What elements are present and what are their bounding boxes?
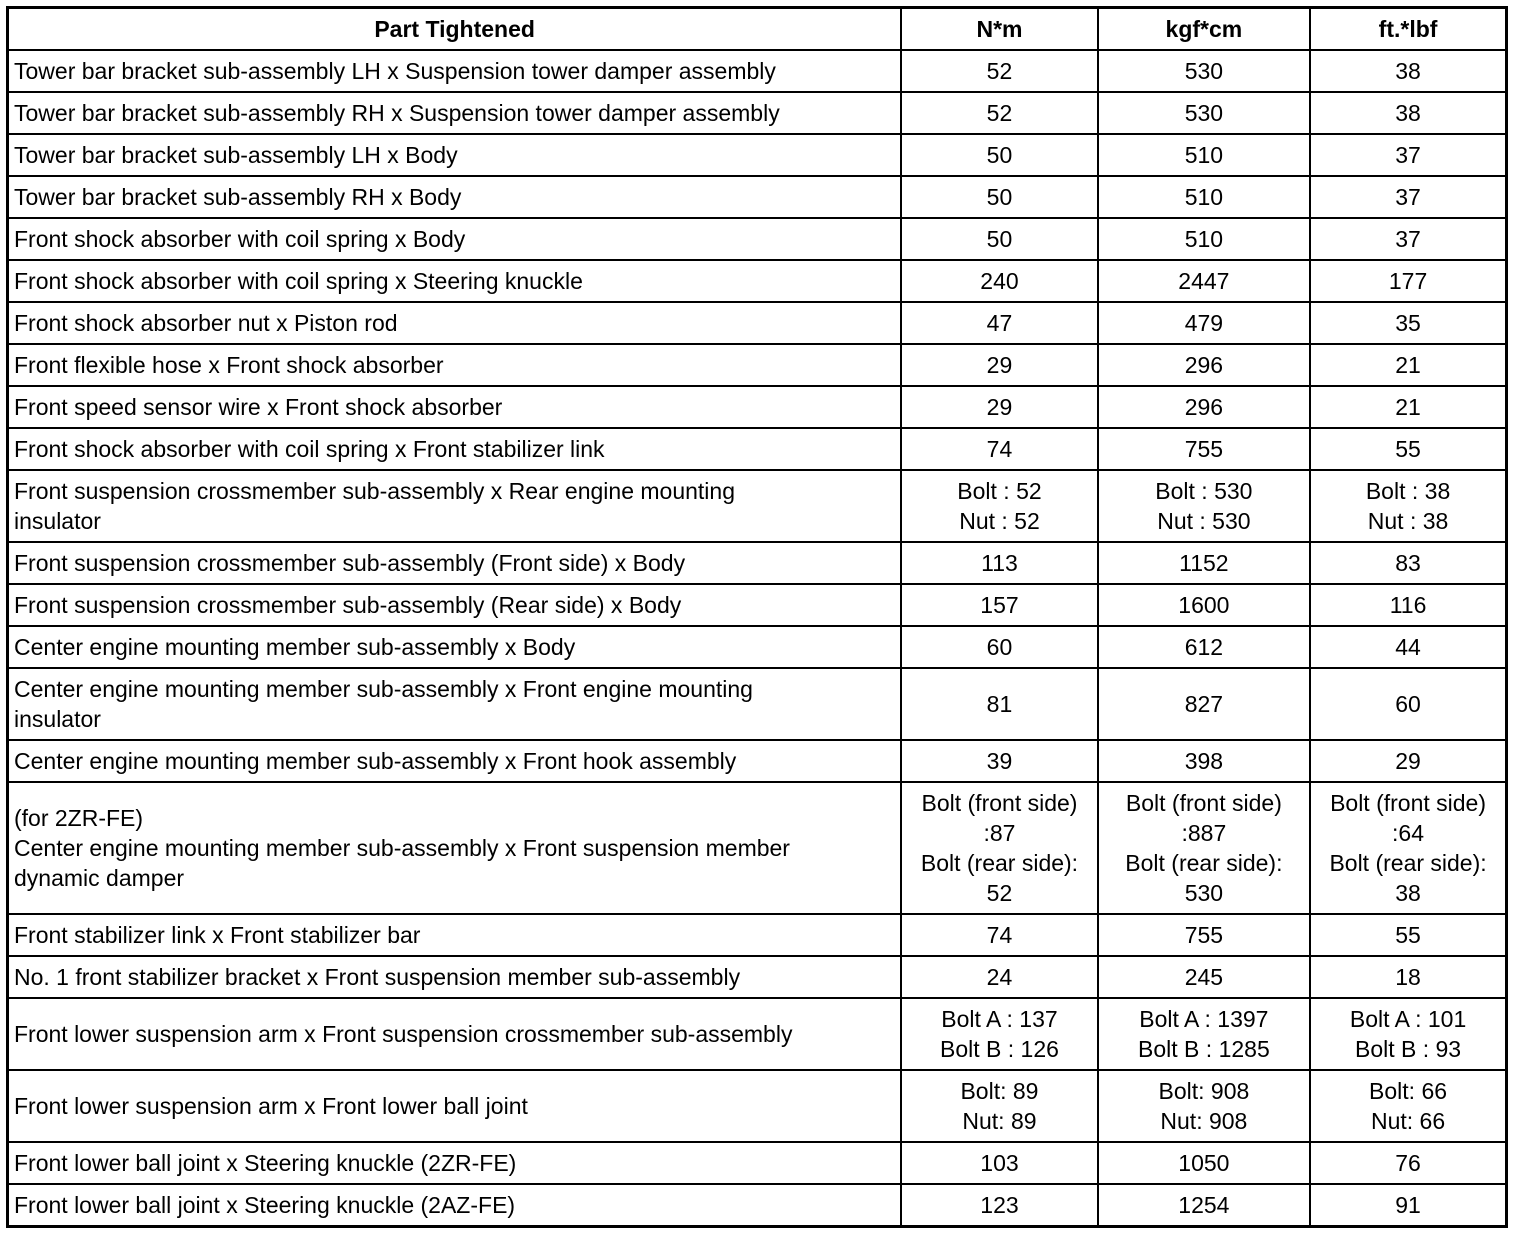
part-tightened-text: Front lower ball joint x Steering knuckle (2ZR-FE): [14, 1150, 517, 1176]
table-row: [8, 92, 1507, 134]
torque-kgfcm-cell: 755: [1098, 428, 1310, 470]
torque-kgfcm-cell: 245: [1098, 956, 1310, 998]
torque-ftlbf-cell: 76: [1310, 1142, 1506, 1184]
part-tightened-text: Center engine mounting member sub-assembly x Body: [14, 634, 576, 660]
part-tightened-cell: [8, 740, 902, 782]
part-tightened-text: (for 2ZR-FE) Center engine mounting member sub-assembly x Front suspension member dynamic damper: [14, 805, 790, 891]
column-header-kgfcm: kgf*cm: [1098, 8, 1310, 51]
part-tightened-text: Front speed sensor wire x Front shock absorber: [14, 394, 503, 420]
table-row: [8, 740, 1507, 782]
torque-kgfcm-cell: 1152: [1098, 542, 1310, 584]
torque-kgfcm-cell: Bolt: 908 Nut: 908: [1098, 1070, 1310, 1142]
torque-kgfcm-cell: 510: [1098, 176, 1310, 218]
torque-kgfcm-cell: 510: [1098, 218, 1310, 260]
part-tightened-cell: [8, 176, 902, 218]
torque-nm-cell: 29: [901, 344, 1097, 386]
torque-nm-cell: 240: [901, 260, 1097, 302]
torque-nm-cell: Bolt: 89 Nut: 89: [901, 1070, 1097, 1142]
torque-nm-cell: 74: [901, 428, 1097, 470]
torque-ftlbf-cell: 60: [1310, 668, 1506, 740]
part-tightened-text: No. 1 front stabilizer bracket x Front suspension member sub-assembly: [14, 964, 741, 990]
torque-ftlbf-cell: 21: [1310, 344, 1506, 386]
part-tightened-text: Front shock absorber nut x Piston rod: [14, 310, 398, 336]
torque-ftlbf-cell: 37: [1310, 218, 1506, 260]
part-tightened-cell: [8, 134, 902, 176]
table-row: [8, 428, 1507, 470]
table-row: [8, 386, 1507, 428]
part-tightened-cell: [8, 1184, 902, 1226]
part-tightened-text: Front stabilizer link x Front stabilizer bar: [14, 922, 421, 948]
torque-nm-cell: 47: [901, 302, 1097, 344]
table-row: [8, 1070, 1507, 1142]
part-tightened-text: Front suspension crossmember sub-assembly x Rear engine mounting insulator: [14, 478, 735, 534]
part-tightened-text: Front lower suspension arm x Front lower ball joint: [14, 1093, 528, 1119]
torque-ftlbf-cell: 177: [1310, 260, 1506, 302]
torque-nm-cell: 113: [901, 542, 1097, 584]
table-row: [8, 584, 1507, 626]
torque-kgfcm-cell: 612: [1098, 626, 1310, 668]
part-tightened-cell: [8, 260, 902, 302]
torque-nm-cell: 157: [901, 584, 1097, 626]
column-header-nm: N*m: [901, 8, 1097, 51]
column-header-part: Part Tightened: [8, 8, 902, 51]
torque-kgfcm-cell: 755: [1098, 914, 1310, 956]
part-tightened-text: Tower bar bracket sub-assembly LH x Suspension tower damper assembly: [14, 58, 776, 84]
table-row: [8, 260, 1507, 302]
part-tightened-cell: [8, 782, 902, 914]
torque-ftlbf-cell: 55: [1310, 914, 1506, 956]
table-row: [8, 50, 1507, 92]
torque-nm-cell: Bolt A : 137 Bolt B : 126: [901, 998, 1097, 1070]
torque-nm-cell: 103: [901, 1142, 1097, 1184]
torque-kgfcm-cell: 1050: [1098, 1142, 1310, 1184]
table-row: [8, 176, 1507, 218]
torque-ftlbf-cell: Bolt A : 101 Bolt B : 93: [1310, 998, 1506, 1070]
part-tightened-text: Center engine mounting member sub-assembly x Front hook assembly: [14, 748, 737, 774]
part-tightened-text: Front lower ball joint x Steering knuckle (2AZ-FE): [14, 1191, 516, 1218]
table-row: [8, 470, 1507, 542]
part-tightened-text: Front shock absorber with coil spring x Body: [14, 226, 466, 252]
torque-ftlbf-cell: 44: [1310, 626, 1506, 668]
torque-kgfcm-cell: 530: [1098, 92, 1310, 134]
part-tightened-text: Front shock absorber with coil spring x Steering knuckle: [14, 268, 583, 294]
torque-ftlbf-cell: 116: [1310, 584, 1506, 626]
torque-kgfcm-cell: 827: [1098, 668, 1310, 740]
torque-ftlbf-cell: 18: [1310, 956, 1506, 998]
torque-kgfcm-cell: 296: [1098, 344, 1310, 386]
torque-ftlbf-cell: 91: [1310, 1184, 1506, 1226]
part-tightened-text: Front suspension crossmember sub-assembly (Rear side) x Body: [14, 592, 682, 618]
torque-kgfcm-cell: 510: [1098, 134, 1310, 176]
torque-nm-cell: 74: [901, 914, 1097, 956]
table-row: [8, 626, 1507, 668]
part-tightened-cell: [8, 914, 902, 956]
part-tightened-cell: [8, 956, 902, 998]
torque-kgfcm-cell: 1600: [1098, 584, 1310, 626]
table-row: [8, 134, 1507, 176]
part-tightened-text: Front lower suspension arm x Front suspension crossmember sub-assembly: [14, 1021, 793, 1047]
part-tightened-text: Tower bar bracket sub-assembly RH x Body: [14, 184, 462, 210]
torque-ftlbf-cell: 37: [1310, 134, 1506, 176]
table-row: [8, 956, 1507, 998]
part-tightened-cell: [8, 542, 902, 584]
torque-kgfcm-cell: 2447: [1098, 260, 1310, 302]
torque-ftlbf-cell: 38: [1310, 50, 1506, 92]
torque-ftlbf-cell: 21: [1310, 386, 1506, 428]
torque-nm-cell: 123: [901, 1184, 1097, 1226]
torque-nm-cell: Bolt : 52 Nut : 52: [901, 470, 1097, 542]
part-tightened-cell: [8, 344, 902, 386]
part-tightened-cell: [8, 998, 902, 1070]
table-row: [8, 914, 1507, 956]
table-header-row: [8, 8, 1507, 51]
torque-nm-cell: 52: [901, 50, 1097, 92]
part-tightened-text: Front shock absorber with coil spring x Front stabilizer link: [14, 436, 605, 462]
torque-kgfcm-cell: Bolt : 530 Nut : 530: [1098, 470, 1310, 542]
torque-ftlbf-cell: 29: [1310, 740, 1506, 782]
part-tightened-cell: [8, 218, 902, 260]
part-tightened-cell: [8, 302, 902, 344]
torque-nm-cell: 50: [901, 176, 1097, 218]
torque-kgfcm-cell: 1254: [1098, 1184, 1310, 1226]
torque-ftlbf-cell: Bolt (front side) :64 Bolt (rear side): 38: [1310, 782, 1506, 914]
part-tightened-text: Front flexible hose x Front shock absorber: [14, 352, 444, 378]
part-tightened-cell: [8, 470, 902, 542]
table-row: [8, 302, 1507, 344]
table-body: [8, 50, 1507, 1226]
part-tightened-text: Center engine mounting member sub-assembly x Front engine mounting insulator: [14, 676, 753, 732]
table-row: [8, 218, 1507, 260]
part-tightened-text: Tower bar bracket sub-assembly LH x Body: [14, 142, 458, 168]
torque-ftlbf-cell: Bolt : 38 Nut : 38: [1310, 470, 1506, 542]
part-tightened-cell: [8, 584, 902, 626]
torque-nm-cell: Bolt (front side) :87 Bolt (rear side): 52: [901, 782, 1097, 914]
part-tightened-cell: [8, 668, 902, 740]
torque-nm-cell: 29: [901, 386, 1097, 428]
torque-nm-cell: 24: [901, 956, 1097, 998]
torque-ftlbf-cell: 83: [1310, 542, 1506, 584]
part-tightened-cell: [8, 50, 902, 92]
table-row: [8, 542, 1507, 584]
part-tightened-text: Tower bar bracket sub-assembly RH x Suspension tower damper assembly: [14, 100, 780, 126]
torque-ftlbf-cell: 37: [1310, 176, 1506, 218]
table-row: [8, 782, 1507, 914]
torque-kgfcm-cell: 530: [1098, 50, 1310, 92]
torque-spec-table: [6, 6, 1508, 1228]
part-tightened-cell: [8, 626, 902, 668]
part-tightened-cell: [8, 92, 902, 134]
torque-nm-cell: 52: [901, 92, 1097, 134]
table-row: [8, 998, 1507, 1070]
torque-kgfcm-cell: 296: [1098, 386, 1310, 428]
table-row: [8, 1184, 1507, 1226]
part-tightened-cell: [8, 386, 902, 428]
torque-ftlbf-cell: 38: [1310, 92, 1506, 134]
torque-kgfcm-cell: Bolt (front side) :887 Bolt (rear side): 530: [1098, 782, 1310, 914]
torque-nm-cell: 39: [901, 740, 1097, 782]
table-row: [8, 668, 1507, 740]
part-tightened-cell: [8, 428, 902, 470]
table-row: [8, 344, 1507, 386]
torque-kgfcm-cell: Bolt A : 1397 Bolt B : 1285: [1098, 998, 1310, 1070]
part-tightened-text: Front suspension crossmember sub-assembly (Front side) x Body: [14, 550, 686, 576]
torque-nm-cell: 60: [901, 626, 1097, 668]
torque-nm-cell: 50: [901, 134, 1097, 176]
torque-kgfcm-cell: 398: [1098, 740, 1310, 782]
torque-nm-cell: 81: [901, 668, 1097, 740]
part-tightened-cell: [8, 1142, 902, 1184]
torque-ftlbf-cell: 35: [1310, 302, 1506, 344]
torque-nm-cell: 50: [901, 218, 1097, 260]
torque-ftlbf-cell: Bolt: 66 Nut: 66: [1310, 1070, 1506, 1142]
column-header-ftlbf: ft.*lbf: [1310, 8, 1506, 51]
part-tightened-cell: [8, 1070, 902, 1142]
torque-ftlbf-cell: 55: [1310, 428, 1506, 470]
table-row: [8, 1142, 1507, 1184]
torque-kgfcm-cell: 479: [1098, 302, 1310, 344]
